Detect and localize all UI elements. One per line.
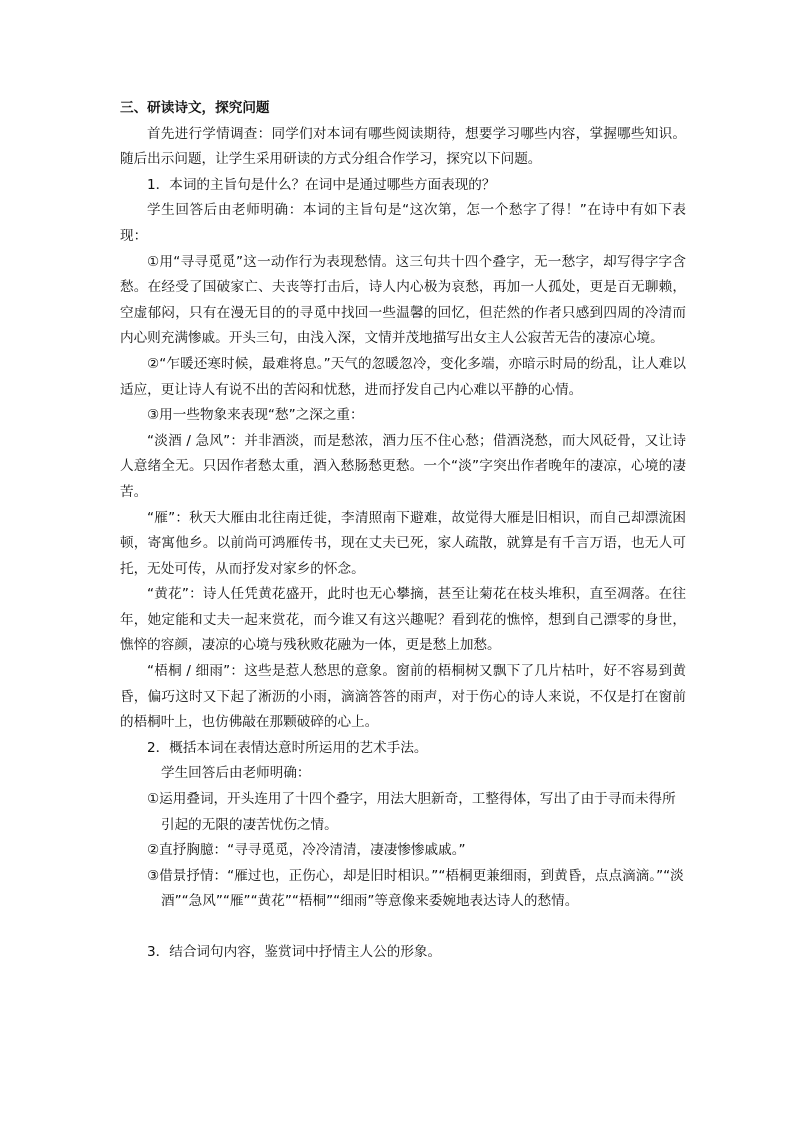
question-1-point-3: ③用一些物象来表现“愁”之深之重： — [147, 407, 364, 424]
technique-2: ②直抒胸臆：“寻寻觅觅，冷冷清清，凄凄惨惨戚戚。” — [147, 842, 466, 859]
intro-paragraph: 首先进行学情调查：同学们对本词有哪些阅读期待，想要学习哪些内容，掌握哪些知识。随后出示问题，让学生采用研读的方式分组合作学习，探究以下问题。 — [120, 125, 686, 168]
spacer — [120, 915, 686, 940]
technique-1: ①运用叠词，开头连用了十四个叠字，用法大胆新奇，工整得体，写出了由于寻而未得所引起的无限的凄苦忧伤之情。 — [147, 791, 676, 833]
question-2: 2．概括本词在表情达意时所运用的艺术手法。 — [147, 739, 428, 756]
imagery-wine-wind: “淡酒 / 急风”：并非酒淡，而是愁浓，酒力压不住心愁；借酒浇愁，而大风砭骨，又让诗人意绪全无。只因作者愁太重，酒入愁肠愁更愁。一个“淡”字突出作者晚年的凄凉，心境的凄苦。 — [120, 432, 686, 500]
question-3: 3．结合词句内容，鉴赏词中抒情主人公的形象。 — [147, 944, 442, 960]
document-page — [120, 96, 686, 966]
technique-3: ③借景抒情：“雁过也，正伤心，却是旧时相识。”“梧桐更兼细雨，到黄昏，点点滴滴。”“淡酒”“急风”“雁”“黄花”“梧桐”“细雨”等意像来委婉地表达诗人的愁情。 — [147, 867, 684, 910]
section-heading: 三、研读诗文，探究问题 — [120, 100, 270, 116]
question-1-point-2: ②“乍暖还寒时候，最难将息。”天气的忽暖忽冷，变化多端，亦暗示时局的纷乱，让人难以适应，更让诗人有说不出的苦闷和忧愁，进而抒发自己内心难以平静的心情。 — [120, 355, 686, 398]
question-1-answer-intro: 学生回答后由老师明确：本词的主旨句是“这次第，怎一个愁字了得！”在诗中有如下表现： — [120, 202, 686, 244]
imagery-goose: “雁”：秋天大雁由北往南迁徙，李清照南下避难，故觉得大雁是旧相识，而自己却漂流困顿，寄寓他乡。以前尚可鸿雁传书，现在丈夫已死，家人疏散，就算是有千言万语，也无人可托，无处可传，从而抒发对家乡的怀念。 — [120, 509, 686, 577]
question-1-point-1: ①用“寻寻觅觅”这一动作行为表现愁情。这三句共十四个叠字，无一愁字，却写得字字含愁。在经受了国破家亡、夫丧等打击后，诗人内心极为哀愁，再加一人孤处，更是百无聊赖，空虚郁闷，只有在漫无目的的寻觅中找回一些温馨的回忆，但茫然的作者只感到四周的冷清而内心则充满惨戚。开头三句，由浅入深，文情并茂地描写出女主人公寂苦无告的凄凉心境。 — [120, 253, 686, 347]
question-2-answer-intro: 学生回答后由老师明确： — [161, 765, 311, 782]
question-1: 1．本词的主旨句是什么？在词中是通过哪些方面表现的？ — [147, 176, 496, 193]
imagery-chrysanthemum: “黄花”：诗人任凭黄花盛开，此时也无心攀摘，甚至让菊花在枝头堆积，直至凋落。在往年，她定能和丈夫一起来赏花，而今谁又有这兴趣呢？看到花的憔悴，想到自己漂零的身世，憔悴的容颜，凄凉的心境与残秋败花融为一体，更是愁上加愁。 — [120, 586, 686, 654]
imagery-parasol-rain: “梧桐 / 细雨”：这些是惹人愁思的意象。窗前的梧桐树又飘下了几片枯叶，好不容易到黄昏，偏巧这时又下起了淅沥的小雨，滴滴答答的雨声，对于伤心的诗人来说，不仅是打在窗前的梧桐叶上，也仿佛敲在那颗破碎的心上。 — [120, 663, 686, 731]
